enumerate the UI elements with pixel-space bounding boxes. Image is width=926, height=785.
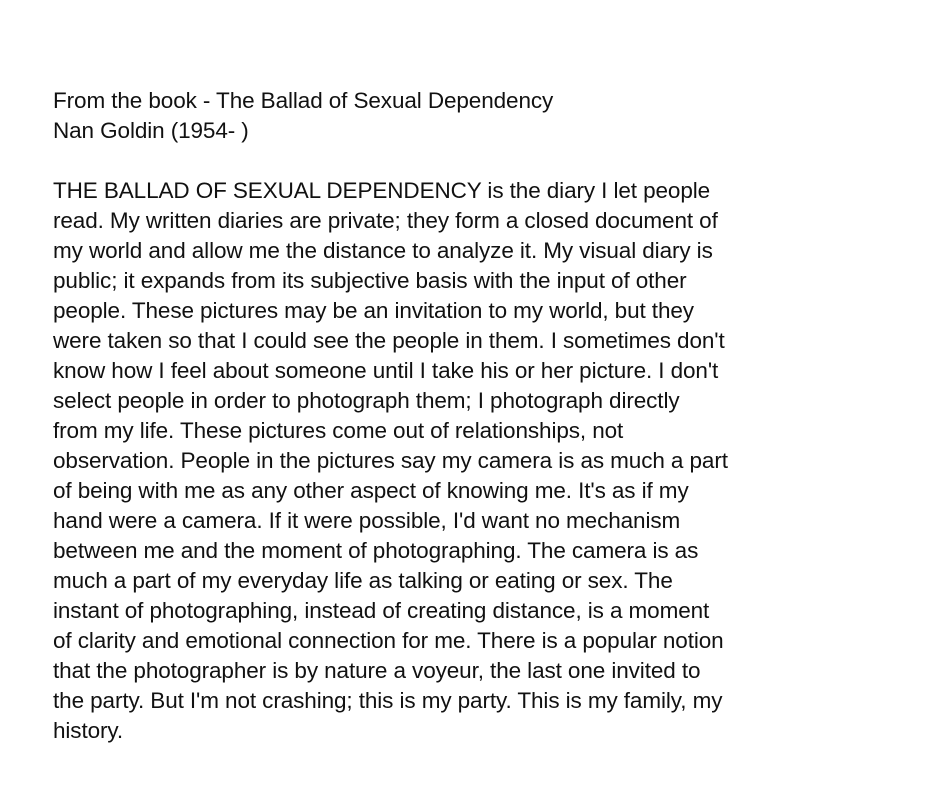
body-line: from my life. These pictures come out of relationships, not	[53, 418, 624, 443]
body-line: much a part of my everyday life as talking or eating or sex. The	[53, 568, 673, 593]
body-line: observation. People in the pictures say my camera is as much a part	[53, 448, 728, 473]
body-line: of clarity and emotional connection for me. There is a popular notion	[53, 628, 724, 653]
body-line: public; it expands from its subjective basis with the input of other	[53, 268, 687, 293]
body-line: were taken so that I could see the people in them. I sometimes don't	[53, 328, 725, 353]
body-line: the party. But I'm not crashing; this is my party. This is my family, my	[53, 688, 723, 713]
body-line: of being with me as any other aspect of knowing me. It's as if my	[53, 478, 689, 503]
paragraph-gap	[53, 146, 913, 176]
author-line: Nan Goldin (1954- )	[53, 118, 249, 143]
body-line: read. My written diaries are private; they form a closed document of	[53, 208, 718, 233]
body-line: THE BALLAD OF SEXUAL DEPENDENCY is the diary I let people	[53, 178, 711, 203]
body-line: my world and allow me the distance to analyze it. My visual diary is	[53, 238, 713, 263]
body-line: that the photographer is by nature a voyeur, the last one invited to	[53, 658, 701, 683]
body-line: people. These pictures may be an invitation to my world, but they	[53, 298, 694, 323]
body-line: between me and the moment of photographing. The camera is as	[53, 538, 699, 563]
body-line: instant of photographing, instead of creating distance, is a moment	[53, 598, 710, 623]
body-line: history.	[53, 718, 124, 743]
body-line: select people in order to photograph them; I photograph directly	[53, 388, 680, 413]
body-line: hand were a camera. If it were possible, I'd want no mechanism	[53, 508, 681, 533]
source-line: From the book - The Ballad of Sexual Dependency	[53, 88, 554, 113]
document-text	[53, 86, 913, 746]
body-line: know how I feel about someone until I take his or her picture. I don't	[53, 358, 719, 383]
